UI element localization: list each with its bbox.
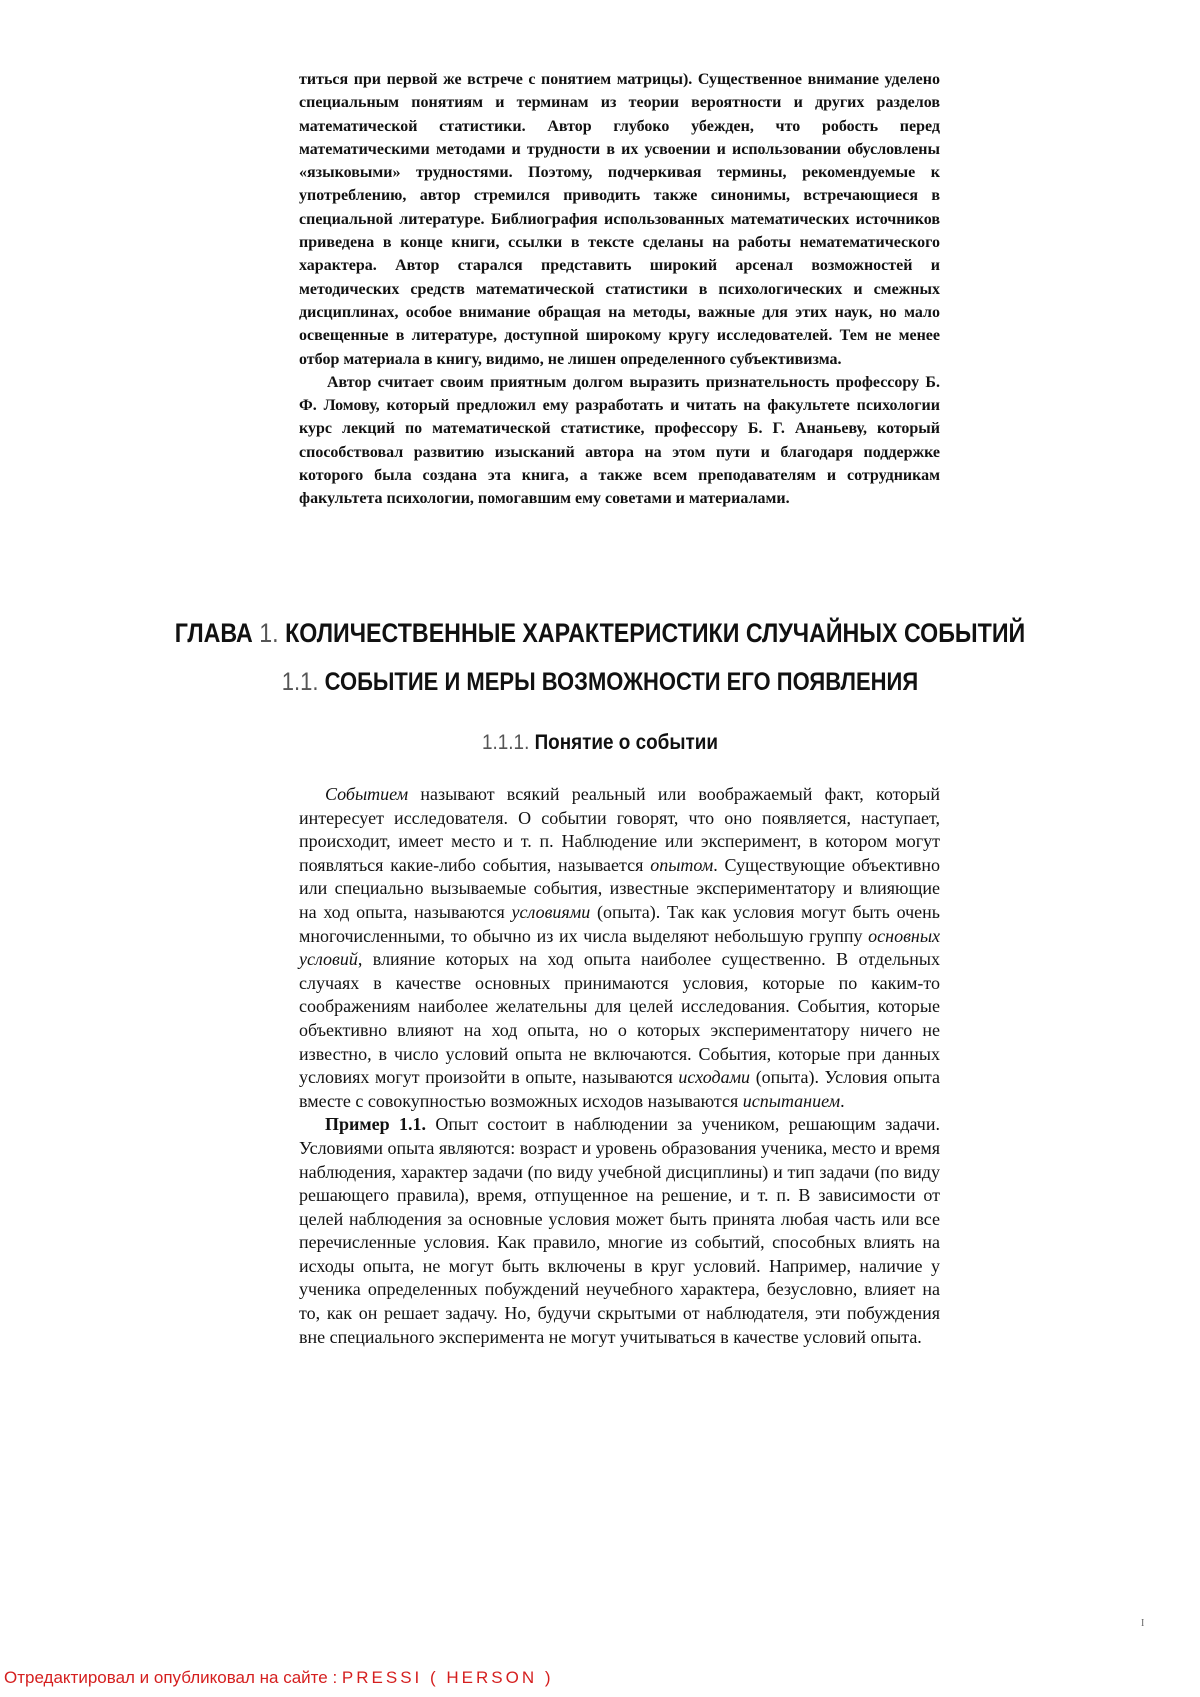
footer-credit-text: Отредактировал и опубликовал на сайте : <box>4 1668 342 1687</box>
term-trial: опытом <box>650 854 714 875</box>
text-run: , влияние которых на ход опыта наиболее существенно. В отдельных случаях в качестве основных принимаются условия, которые по каким-то соображениям наиболее желательны для целей исследования. События, которые объективно влияют на ход опыта, но о которых экспериментатору ничего не известно, в число условий опыта не включаются. События, которые при данных условиях могут произойти в опыте, называются <box>299 949 940 1088</box>
text-run: . <box>840 1090 845 1111</box>
text-run: (опыта). Так как условия могут быть очень многочисленными, то обычно из их числа выделяют небольшую группу <box>299 901 941 946</box>
example-text: Опыт состоит в наблюдении за учеником, решающим задачи. Условиями опыта являются: возраст и уровень образования ученика, место и время наблюдения, характер задачи (по виду учебной дисциплины) и тип задачи (по виду решающего правила), время, отпущенное на решение, и т. п. В зависимости от целей наблюдения за основные условия может быть принята любая часть или все перечисленные условия. Как правило, многие из событий, способных влиять на исходы опыта, не могут быть включены в круг условий. Например, наличие у ученика определенных побуждений неучебного характера, безусловно, влияет на то, как он решает задачу. Но, будучи скрытыми от наблюдателя, эти побуждения вне специального эксперимента не могут учитываться в качестве условий опыта. <box>299 1114 940 1347</box>
term-outcomes: исходами <box>678 1067 751 1088</box>
term-test: испытанием <box>742 1090 841 1111</box>
definition-paragraph <box>299 783 940 1113</box>
term-event: Событием <box>325 784 409 804</box>
section-heading <box>72 668 1128 697</box>
chapter-number: 1. <box>259 618 279 648</box>
subsection-number: 1.1.1. <box>482 731 530 754</box>
preface-paragraph: титься при первой же встрече с понятием матрицы). Существенное внимание уделено специальным понятиям и терминам из теории вероятности и других разделов математической статистики. Автор глубоко убежден, что робость перед математическими методами и трудности в их усвоении и использовании обусловлены «языковыми» трудностями. Поэтому, подчеркивая термины, рекомендуемые к употреблению, автор стремился приводить также синонимы, встречающиеся в специальной литературе. Библиография использованных математических источников приведена в конце книги, ссылки в тексте сделаны на работы нематематического характера. Автор старался представить широкий арсенал возможностей и методических средств математической статистики в психологических и смежных дисциплинах, особое внимание обращая на методы, важные для этих наук, но мало освещенные в литературе, доступной широкому кругу исследователей. Тем не менее отбор материала в книгу, видимо, не лишен определенного субъективизма. <box>299 71 940 368</box>
text-run: . Существующие объективно или специально вызываемые события, известные экспериментатору и влияющие на ход опыта, называются <box>299 854 940 922</box>
example-paragraph <box>299 1113 940 1349</box>
section-title: СОБЫТИЕ И МЕРЫ ВОЗМОЖНОСТИ ЕГО ПОЯВЛЕНИЯ <box>324 668 919 696</box>
footer-credit <box>4 1668 554 1688</box>
chapter-title: КОЛИЧЕСТВЕННЫЕ ХАРАКТЕРИСТИКИ СЛУЧАЙНЫХ СОБЫТИЙ <box>285 618 1026 648</box>
body-text <box>299 783 940 1349</box>
subsection-title: Понятие о событии <box>534 731 718 754</box>
chapter-heading <box>84 618 1116 649</box>
chapter-prefix: ГЛАВА <box>174 618 253 648</box>
preface-text <box>299 68 940 511</box>
term-conditions: условиями <box>511 901 591 922</box>
example-label: Пример 1.1. <box>325 1114 426 1135</box>
preface-acknowledgements-paragraph: Автор считает своим приятным долгом выразить признательность профессору Б. Ф. Ломову, который предложил ему разработать и читать на факультете психологии курс лекций по математической статистике, профессору Б. Г. Ананьеву, который способствовал развитию изысканий автора на этом пути и благодаря поддержке которого была создана эта книга, а также всем преподавателям и сотрудникам факультета психологии, помогавшим ему советами и материалами. <box>299 373 940 508</box>
section-number: 1.1. <box>281 668 319 696</box>
subsection-heading <box>60 731 1140 755</box>
page-mark: I <box>1141 1618 1145 1629</box>
text-run: называют всякий реальный или воображаемый факт, который интересует исследователя. О событии говорят, что оно появляется, наступает, происходит, имеет место и т. п. Наблюдение или эксперимент, в котором могут появляться какие-либо события, называется <box>299 784 940 875</box>
text-run: (опыта). Условия опыта вместе с совокупностью возможных исходов называются <box>299 1067 940 1111</box>
term-main-conditions: основных условий <box>299 925 940 970</box>
footer-site-link[interactable]: PRESSI ( HERSON ) <box>341 1668 554 1687</box>
